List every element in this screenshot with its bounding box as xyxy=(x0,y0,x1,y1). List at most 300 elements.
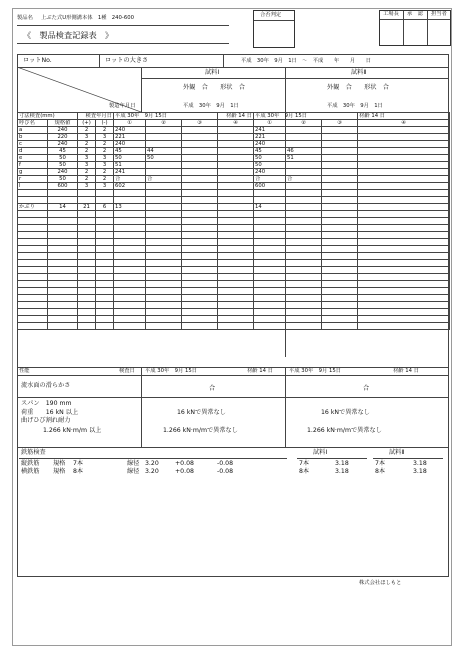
empty-cell xyxy=(182,204,218,211)
empty-cell xyxy=(18,246,48,253)
table-row-empty xyxy=(18,316,450,323)
empty-cell xyxy=(48,288,78,295)
empty-cell xyxy=(182,281,218,288)
s1-crack-result: 1.266 kN·m/mで異常なし xyxy=(163,427,238,434)
empty-cell xyxy=(182,274,218,281)
row-minus: 2 xyxy=(96,148,114,155)
document-title: 《 製品検査記録表 》 xyxy=(23,30,114,40)
row-name: r xyxy=(18,176,48,183)
empty-cell xyxy=(286,302,322,309)
table-row-empty xyxy=(18,246,450,253)
empty-cell xyxy=(218,211,254,218)
empty-cell xyxy=(254,309,286,316)
rebar-dia-label: 線径 xyxy=(127,460,140,467)
row-name: f xyxy=(18,162,48,169)
empty-cell xyxy=(18,316,48,323)
empty-cell xyxy=(358,323,450,330)
signature-boxes xyxy=(379,10,451,46)
empty-cell xyxy=(358,267,450,274)
empty-cell xyxy=(218,316,254,323)
row-plus: 3 xyxy=(78,183,96,190)
empty-cell xyxy=(96,246,114,253)
empty-cell xyxy=(286,204,322,211)
empty-cell xyxy=(358,260,450,267)
rebar-s2-dia: 3.18 xyxy=(413,468,427,475)
row-s2-value xyxy=(322,183,358,190)
table-row xyxy=(18,148,450,155)
load-value: 荷重 16 kN 以上 xyxy=(21,409,79,416)
empty-cell xyxy=(218,225,254,232)
empty-cell xyxy=(18,267,48,274)
row-s1-value xyxy=(146,127,182,134)
empty-cell xyxy=(182,190,218,197)
row-s2-value xyxy=(358,134,450,141)
empty-cell xyxy=(182,295,218,302)
empty-cell xyxy=(182,239,218,246)
empty-cell xyxy=(286,316,322,323)
empty-cell xyxy=(96,295,114,302)
empty-cell xyxy=(114,218,146,225)
empty-cell xyxy=(358,211,450,218)
row-s2-value: 合 xyxy=(254,176,286,183)
empty-cell xyxy=(286,309,322,316)
table-row xyxy=(18,141,450,148)
empty-cell xyxy=(114,288,146,295)
row-s1-value xyxy=(182,148,218,155)
row-spec: 240 xyxy=(48,127,78,134)
empty-cell xyxy=(96,225,114,232)
empty-cell xyxy=(78,246,96,253)
row-s2-value xyxy=(322,134,358,141)
row-s1-value: 50 xyxy=(146,155,182,162)
flow-surface-label: 流水面の滑らかさ xyxy=(21,382,71,389)
empty-cell xyxy=(286,267,322,274)
cover-minus: 6 xyxy=(96,204,114,211)
empty-cell xyxy=(218,281,254,288)
empty-cell xyxy=(218,232,254,239)
empty-cell xyxy=(322,295,358,302)
col-header-s1-1: ① xyxy=(114,120,146,127)
row-minus: 3 xyxy=(96,162,114,169)
empty-cell xyxy=(322,253,358,260)
s2-crack-result: 1.266 kN·m/mで異常なし xyxy=(307,427,382,434)
sample1-appearance: 外観 合 形状 合 xyxy=(183,84,245,91)
empty-cell xyxy=(286,239,322,246)
empty-cell xyxy=(322,260,358,267)
empty-cell xyxy=(254,246,286,253)
empty-cell xyxy=(218,246,254,253)
row-s2-value: 46 xyxy=(286,148,322,155)
row-s2-value xyxy=(286,162,322,169)
empty-cell xyxy=(218,323,254,330)
performance-s2-age: 材齢 14 日 xyxy=(393,368,419,374)
empty-cell xyxy=(146,288,182,295)
empty-cell xyxy=(146,225,182,232)
row-minus: 2 xyxy=(96,169,114,176)
empty-cell xyxy=(114,281,146,288)
empty-cell xyxy=(254,211,286,218)
empty-cell xyxy=(96,260,114,267)
empty-cell xyxy=(322,323,358,330)
row-s2-value: 221 xyxy=(254,134,286,141)
table-row-empty xyxy=(18,260,450,267)
lot-no-label: ロットNo. xyxy=(23,57,52,64)
col-header-name: 呼び名 xyxy=(18,120,48,127)
table-row-empty xyxy=(18,281,450,288)
row-s2-value xyxy=(286,141,322,148)
empty-cell xyxy=(114,302,146,309)
sample2-inspect-date: 平成 30年 9月 15日 xyxy=(254,113,358,120)
row-name: g xyxy=(18,169,48,176)
empty-cell xyxy=(254,267,286,274)
rebar-plus: +0.08 xyxy=(175,460,194,467)
row-plus: 3 xyxy=(78,162,96,169)
empty-cell xyxy=(358,302,450,309)
col-header-s2-3: ③ xyxy=(322,120,358,127)
row-s1-value xyxy=(218,176,254,183)
role-factory-manager: 工場長 xyxy=(383,11,399,17)
empty-cell xyxy=(48,302,78,309)
empty-cell xyxy=(322,190,358,197)
row-spec: 50 xyxy=(48,176,78,183)
empty-cell xyxy=(48,211,78,218)
empty-cell xyxy=(78,225,96,232)
product-label: 製品名 xyxy=(17,15,33,21)
table-row xyxy=(18,155,450,162)
row-s1-value: 221 xyxy=(114,134,146,141)
empty-cell xyxy=(96,323,114,330)
row-s2-value xyxy=(358,176,450,183)
sample2-mfg-date: 平成 30年 9月 1日 xyxy=(327,103,383,109)
dimension-label: 寸法検査(mm) xyxy=(18,113,78,120)
empty-cell xyxy=(48,295,78,302)
cover-name: かぶり xyxy=(18,204,48,211)
col-header-plus: (+) xyxy=(78,120,96,127)
empty-cell xyxy=(48,323,78,330)
row-s2-value xyxy=(322,169,358,176)
row-s2-value xyxy=(358,183,450,190)
empty-cell xyxy=(146,211,182,218)
empty-cell xyxy=(78,316,96,323)
empty-cell xyxy=(146,246,182,253)
empty-cell xyxy=(146,260,182,267)
empty-cell xyxy=(96,211,114,218)
empty-cell xyxy=(182,288,218,295)
empty-cell xyxy=(146,316,182,323)
flow-s1-result: 合 xyxy=(209,385,216,392)
empty-cell xyxy=(48,239,78,246)
empty-cell xyxy=(286,260,322,267)
sample2-age: 材齢 14 日 xyxy=(358,113,450,120)
table-row-cover xyxy=(18,204,450,211)
rebar-s1-count: 7本 xyxy=(299,460,310,467)
empty-cell xyxy=(322,309,358,316)
empty-cell xyxy=(78,295,96,302)
row-s1-value xyxy=(146,141,182,148)
empty-cell xyxy=(322,211,358,218)
row-s1-value: 602 xyxy=(114,183,146,190)
rebar-dia-label: 線径 xyxy=(127,468,140,475)
empty-cell xyxy=(358,316,450,323)
empty-cell xyxy=(286,281,322,288)
row-minus: 2 xyxy=(96,176,114,183)
empty-cell xyxy=(254,281,286,288)
row-s1-value xyxy=(218,141,254,148)
empty-cell xyxy=(78,323,96,330)
row-s1-value: 50 xyxy=(114,155,146,162)
empty-cell xyxy=(114,211,146,218)
cover-spec: 14 xyxy=(48,204,78,211)
row-s2-value: 240 xyxy=(254,141,286,148)
empty-cell xyxy=(218,190,254,197)
empty-cell xyxy=(18,225,48,232)
row-s2-value xyxy=(358,141,450,148)
rebar-name: 縦鉄筋 xyxy=(21,460,40,467)
empty-cell xyxy=(358,204,450,211)
empty-cell xyxy=(358,190,450,197)
empty-cell xyxy=(254,253,286,260)
row-plus: 3 xyxy=(78,155,96,162)
row-s1-value xyxy=(218,148,254,155)
row-s2-value: 51 xyxy=(286,155,322,162)
row-s2-value xyxy=(322,148,358,155)
empty-cell xyxy=(96,281,114,288)
empty-cell xyxy=(286,197,322,204)
col-header-minus: (-) xyxy=(96,120,114,127)
empty-cell xyxy=(182,211,218,218)
empty-cell xyxy=(182,260,218,267)
table-row-empty xyxy=(18,302,450,309)
row-s1-value: 51 xyxy=(114,162,146,169)
empty-cell xyxy=(96,267,114,274)
row-s2-value: 240 xyxy=(254,169,286,176)
row-s2-value: 合 xyxy=(286,176,322,183)
empty-cell xyxy=(18,211,48,218)
rebar-plus: +0.08 xyxy=(175,468,194,475)
empty-cell xyxy=(254,274,286,281)
empty-cell xyxy=(218,302,254,309)
flow-s2-result: 合 xyxy=(363,385,370,392)
table-row-empty xyxy=(18,323,450,330)
row-s2-value xyxy=(358,148,450,155)
row-name: b xyxy=(18,134,48,141)
dimension-table xyxy=(17,112,450,330)
empty-cell xyxy=(114,267,146,274)
empty-cell xyxy=(218,197,254,204)
row-name: a xyxy=(18,127,48,134)
rebar-s2-dia: 3.18 xyxy=(413,460,427,467)
empty-cell xyxy=(322,281,358,288)
empty-cell xyxy=(218,260,254,267)
empty-cell xyxy=(18,190,48,197)
rebar-spec-label: 規格 xyxy=(53,468,66,475)
row-s1-value xyxy=(218,134,254,141)
empty-cell xyxy=(286,225,322,232)
row-s1-value xyxy=(182,127,218,134)
empty-cell xyxy=(358,218,450,225)
row-s2-value: 241 xyxy=(254,127,286,134)
empty-cell xyxy=(78,197,96,204)
row-s2-value xyxy=(322,155,358,162)
empty-cell xyxy=(114,323,146,330)
rebar-s1-dia: 3.18 xyxy=(335,468,349,475)
row-s2-value xyxy=(286,134,322,141)
table-row-empty xyxy=(18,288,450,295)
empty-cell xyxy=(182,302,218,309)
row-s2-value xyxy=(322,162,358,169)
row-s2-value xyxy=(358,169,450,176)
table-row-empty xyxy=(18,309,450,316)
cover-s2: 14 xyxy=(254,204,286,211)
empty-cell xyxy=(322,232,358,239)
lot-size-label: ロットの大きさ xyxy=(105,57,149,64)
empty-cell xyxy=(78,211,96,218)
empty-cell xyxy=(322,302,358,309)
empty-cell xyxy=(286,232,322,239)
row-s2-value: 50 xyxy=(254,162,286,169)
sample2-label: 試料Ⅱ xyxy=(351,69,367,76)
mfg-date-label: 製造年月日 xyxy=(109,103,136,109)
empty-cell xyxy=(254,316,286,323)
row-spec: 600 xyxy=(48,183,78,190)
empty-cell xyxy=(218,204,254,211)
empty-cell xyxy=(78,267,96,274)
empty-cell xyxy=(322,288,358,295)
empty-cell xyxy=(114,316,146,323)
table-row-empty xyxy=(18,190,450,197)
performance-s1-age: 材齢 14 日 xyxy=(247,368,273,374)
empty-cell xyxy=(18,253,48,260)
crack-value: 1.266 kN·m/m 以上 xyxy=(43,427,102,434)
empty-cell xyxy=(146,190,182,197)
row-name: d xyxy=(18,148,48,155)
empty-cell xyxy=(96,288,114,295)
row-plus: 3 xyxy=(78,134,96,141)
rebar-minus: -0.08 xyxy=(217,468,234,475)
empty-cell xyxy=(218,288,254,295)
row-s2-value xyxy=(286,183,322,190)
empty-cell xyxy=(286,274,322,281)
row-plus: 2 xyxy=(78,127,96,134)
row-spec: 240 xyxy=(48,169,78,176)
empty-cell xyxy=(182,232,218,239)
table-row-empty xyxy=(18,267,450,274)
row-s2-value xyxy=(322,141,358,148)
row-s2-value xyxy=(286,169,322,176)
empty-cell xyxy=(114,274,146,281)
empty-cell xyxy=(358,246,450,253)
table-row-empty xyxy=(18,253,450,260)
empty-cell xyxy=(286,323,322,330)
empty-cell xyxy=(322,274,358,281)
crack-label: 曲げひび割れ耐力 xyxy=(21,417,71,424)
empty-cell xyxy=(182,218,218,225)
lot-period: 平成 30年 9月 1日 ～ 平成 年 月 日 xyxy=(241,58,372,64)
empty-cell xyxy=(48,267,78,274)
empty-cell xyxy=(18,281,48,288)
row-s1-value: 240 xyxy=(114,141,146,148)
row-s2-value xyxy=(286,127,322,134)
empty-cell xyxy=(322,239,358,246)
row-s2-value xyxy=(322,176,358,183)
performance-label: 性能 xyxy=(19,368,30,374)
sample1-inspect-date: 平成 30年 9月 15日 xyxy=(114,113,218,120)
empty-cell xyxy=(286,211,322,218)
empty-cell xyxy=(48,246,78,253)
table-row-empty xyxy=(18,295,450,302)
empty-cell xyxy=(286,246,322,253)
empty-cell xyxy=(48,197,78,204)
sample1-mfg-date: 平成 30年 9月 1日 xyxy=(183,103,239,109)
row-s1-value xyxy=(182,155,218,162)
role-staff: 担当者 xyxy=(431,11,447,17)
empty-cell xyxy=(146,281,182,288)
empty-cell xyxy=(18,239,48,246)
empty-cell xyxy=(96,232,114,239)
empty-cell xyxy=(322,246,358,253)
performance-inspect-label: 検査日 xyxy=(119,368,135,374)
row-s1-value xyxy=(218,169,254,176)
s2-load-result: 16 kNで異常なし xyxy=(321,409,370,416)
empty-cell xyxy=(322,316,358,323)
row-minus: 3 xyxy=(96,155,114,162)
row-s1-value xyxy=(182,162,218,169)
empty-cell xyxy=(48,274,78,281)
empty-cell xyxy=(114,232,146,239)
row-s1-value xyxy=(182,176,218,183)
empty-cell xyxy=(96,316,114,323)
empty-cell xyxy=(114,225,146,232)
row-name: e xyxy=(18,155,48,162)
approval-label: 合否判定 xyxy=(260,12,282,18)
empty-cell xyxy=(254,260,286,267)
empty-cell xyxy=(114,190,146,197)
col-header-spec: 規格値 xyxy=(48,120,78,127)
empty-cell xyxy=(146,218,182,225)
sample1-age: 材齢 14 日 xyxy=(218,113,254,120)
row-s1-value: 合 xyxy=(114,176,146,183)
sample1-label: 試料Ⅰ xyxy=(205,69,220,76)
empty-cell xyxy=(18,288,48,295)
row-s2-value xyxy=(358,127,450,134)
col-header-s2-1: ① xyxy=(254,120,286,127)
row-s1-value xyxy=(182,169,218,176)
empty-cell xyxy=(254,288,286,295)
empty-cell xyxy=(114,239,146,246)
row-s1-value xyxy=(218,127,254,134)
col-header-s2-4: ④ xyxy=(358,120,450,127)
table-row xyxy=(18,127,450,134)
col-header-s1-2: ② xyxy=(146,120,182,127)
empty-cell xyxy=(146,197,182,204)
row-s1-value xyxy=(218,155,254,162)
empty-cell xyxy=(322,267,358,274)
empty-cell xyxy=(146,309,182,316)
empty-cell xyxy=(78,288,96,295)
row-minus: 2 xyxy=(96,141,114,148)
empty-cell xyxy=(18,323,48,330)
rebar-spec-count: 8本 xyxy=(73,468,84,475)
performance-s2-date: 平成 30年 9月 15日 xyxy=(289,368,341,374)
row-plus: 2 xyxy=(78,141,96,148)
table-row-empty xyxy=(18,218,450,225)
empty-cell xyxy=(254,232,286,239)
empty-cell xyxy=(78,253,96,260)
row-s1-value xyxy=(218,162,254,169)
empty-cell xyxy=(146,274,182,281)
table-row-empty xyxy=(18,239,450,246)
empty-cell xyxy=(114,246,146,253)
